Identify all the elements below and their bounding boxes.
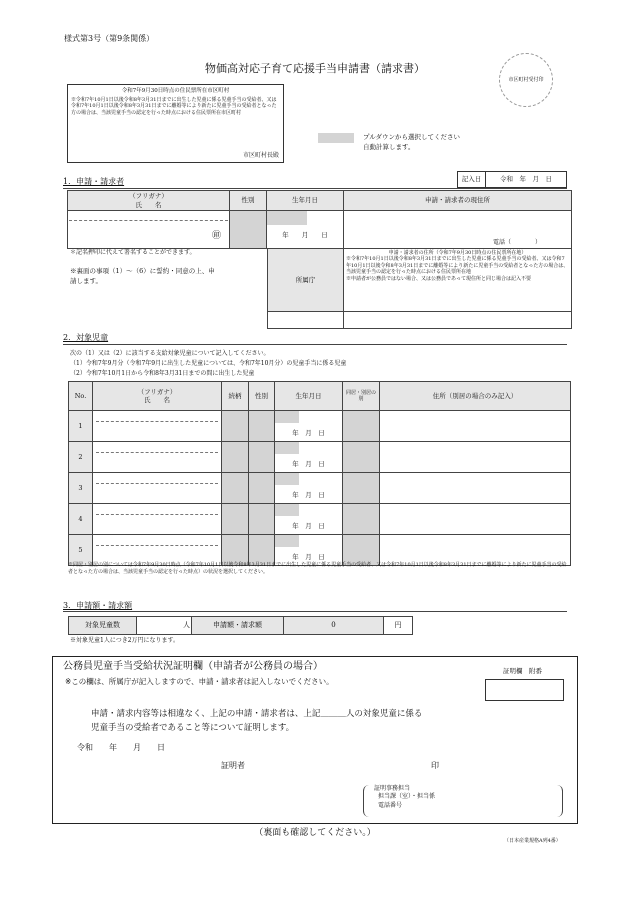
- section2-intro1: 次の（1）又は（2）に該当する支給対象児童について記入してください。: [70, 350, 270, 357]
- reception-stamp: 市区町村受付印: [499, 53, 553, 107]
- child-name-field[interactable]: [93, 473, 222, 504]
- child-count-field[interactable]: [137, 617, 192, 635]
- child-address-field[interactable]: [380, 411, 571, 442]
- section2-intro3: （2）令和7年10月1日から令和8年3月31日までの間に出生した児童: [70, 370, 255, 377]
- child-cohab-select[interactable]: [343, 535, 380, 566]
- child-cohab-select[interactable]: [343, 473, 380, 504]
- child-gender-select[interactable]: [249, 473, 275, 504]
- cert-title: 公務員児童手当受給状況証明欄（申請者が公務員の場合）: [63, 661, 323, 672]
- child-row: [69, 473, 571, 504]
- child-address-field[interactable]: [380, 535, 571, 566]
- child-row: [69, 535, 571, 566]
- section3-heading: 3．申請額・請求額: [63, 601, 133, 610]
- col-address: 住所（別居の場合のみ記入）: [380, 382, 571, 411]
- child-count-label: 対象児童数: [69, 617, 137, 635]
- section2-footnote: ※同居・別居の別については令和7年9月30日時点（令和7年10月1日以後令和8年3月31日までに出生した児童に係る児童手当の受給者、又は令和7年10月1日以後令和8年3月31日までに離婚等により新たに児童手当の受給者となった方の場合は、当該児童手当の認定を行った時点）の状況を選択してください。: [68, 562, 567, 575]
- applicant-name-header: [68, 191, 230, 211]
- cert-body1: 申請・請求内容等は相違なく、上記の申請・請求者は、上記＿＿＿人の対象児童に係る: [91, 709, 423, 719]
- child-row-no: 2: [69, 442, 93, 473]
- agency-label: 所属庁: [268, 249, 344, 312]
- col-no: No.: [69, 382, 93, 411]
- contact-line3: 電話番号: [378, 801, 403, 809]
- birth-header: 生年月日: [267, 191, 344, 211]
- child-birth-field[interactable]: [275, 473, 343, 504]
- col-name-label: 氏 名: [144, 396, 170, 404]
- child-name-field[interactable]: [93, 442, 222, 473]
- residence-line: 令和7年9月30日時点の住民票所在市区町村: [121, 88, 230, 94]
- gender-header: 性別: [230, 191, 267, 211]
- applicant-table: [67, 190, 572, 249]
- child-count-unit: 人: [183, 621, 190, 630]
- applicant-gender-select[interactable]: [230, 211, 267, 249]
- child-name-field[interactable]: [93, 504, 222, 535]
- child-birth-ymd: 年 月 日: [292, 429, 325, 437]
- form-number: 様式第3号（第9条関係）: [64, 34, 155, 43]
- child-birth-field[interactable]: [275, 411, 343, 442]
- child-row: [69, 504, 571, 535]
- residence-note-cell: [344, 249, 572, 312]
- child-address-field[interactable]: [380, 504, 571, 535]
- child-name-field[interactable]: [93, 535, 222, 566]
- child-gender-select[interactable]: [249, 411, 275, 442]
- child-relation-select[interactable]: [222, 504, 249, 535]
- child-row-no: 5: [69, 535, 93, 566]
- child-row-no: 4: [69, 504, 93, 535]
- amount-table: [68, 616, 413, 635]
- section2-heading: 2．対象児童: [63, 333, 109, 342]
- child-cohab-select[interactable]: [343, 442, 380, 473]
- certifier-label: 証明者: [221, 761, 245, 770]
- col-relation: 続柄: [222, 382, 249, 411]
- child-birth-ymd: 年 月 日: [292, 553, 325, 561]
- oath-text: ※裏面の事項（1）～（6）に誓約・同意の上、申請します。: [70, 267, 215, 285]
- entry-date-value[interactable]: 令和 年 月 日: [500, 175, 552, 184]
- certification-box: [52, 656, 578, 824]
- child-row-no: 3: [69, 473, 93, 504]
- entry-date: [457, 171, 567, 188]
- mayor-label: 市区町村長殿: [242, 151, 279, 159]
- agency-field[interactable]: [268, 312, 344, 329]
- name-label: 氏 名: [135, 200, 162, 209]
- phone-label: 電話（ ）: [492, 238, 541, 246]
- cert-body2: 児童手当の受給者であること等について証明します。: [91, 723, 295, 733]
- child-address-field[interactable]: [380, 442, 571, 473]
- child-row: [69, 411, 571, 442]
- seal-mark: ㊞: [211, 230, 221, 241]
- amount-note: ※対象児童1人につき2万円になります。: [70, 637, 180, 644]
- col-gender: 性別: [249, 382, 275, 411]
- child-birth-field[interactable]: [275, 504, 343, 535]
- seal-note: ＊記名押印に代えて署名することができます。: [70, 249, 196, 256]
- children-table: [68, 381, 571, 566]
- child-birth-ymd: 年 月 日: [292, 522, 325, 530]
- cert-seal-label: 印: [431, 761, 439, 770]
- resnote-body: ※令和7年10月1日以後令和8年3月31日までに出生した児童に係る児童手当の受給者、又は令和7年10月1日以後令和8年3月31日までに離婚等により新たに児童手当の受給者となった方の場合は、当該児童手当の認定を行った時点における住民票所在地: [346, 256, 569, 276]
- section2-intro2: （1）令和7年9月分（令和7年9月に出生した児童については、令和7年10月分）の児童手当に係る児童: [70, 360, 347, 367]
- applicant-birth-field[interactable]: [267, 211, 344, 249]
- dropdown-legend-swatch: [318, 133, 354, 143]
- jis-note: （日本産業規格A列4番）: [504, 838, 561, 844]
- cert-sub: ※この欄は、所属庁が記入しますので、申請・請求者は記入しないでください。: [65, 677, 334, 686]
- applicant-name-field[interactable]: [68, 211, 230, 249]
- col-cohab: 同居・別居の別: [343, 382, 380, 411]
- col-furigana: （フリガナ）: [137, 387, 177, 396]
- child-relation-select[interactable]: [222, 411, 249, 442]
- contact-bracket: [363, 785, 563, 817]
- agency-table: [267, 248, 572, 329]
- residence-note: ※令和7年10月1日以後令和8年3月31日までに出生した児童に係る児童手当の受給者、又は令和7年10月1日以後令和8年3月31日までに離婚等により新たに児童手当の受給者となった方の場合は、当該児童手当の認定を行った時点における住民票所在市区町村: [71, 96, 277, 116]
- cert-date[interactable]: 令和 年 月 日: [77, 743, 165, 752]
- child-relation-select[interactable]: [222, 535, 249, 566]
- child-relation-select[interactable]: [222, 473, 249, 504]
- child-row-no: 1: [69, 411, 93, 442]
- col-name: [93, 382, 222, 411]
- col-birth: 生年月日: [275, 382, 343, 411]
- residence-field[interactable]: [344, 312, 572, 329]
- child-cohab-select[interactable]: [343, 504, 380, 535]
- child-gender-select[interactable]: [249, 504, 275, 535]
- child-gender-select[interactable]: [249, 442, 275, 473]
- contact-line2: 担当課（室）・担当係: [378, 793, 436, 801]
- section1-heading: 1．申請・請求者: [63, 177, 125, 186]
- child-birth-field[interactable]: [275, 535, 343, 566]
- child-birth-ymd: 年 月 日: [292, 491, 325, 499]
- contact-line1: 証明事務担当: [374, 785, 411, 792]
- amount-value: 0: [284, 617, 384, 635]
- auto-calc-legend-text: 自動計算します。: [363, 143, 415, 151]
- child-birth-field[interactable]: [275, 442, 343, 473]
- serial-field[interactable]: [485, 679, 564, 701]
- child-row: [69, 442, 571, 473]
- amount-label: 申請額・請求額: [192, 617, 284, 635]
- amount-unit: 円: [384, 617, 413, 635]
- child-name-field[interactable]: [93, 411, 222, 442]
- child-relation-select[interactable]: [222, 442, 249, 473]
- child-address-field[interactable]: [380, 473, 571, 504]
- applicant-birth-ymd: 年 月 日: [282, 231, 328, 239]
- applicant-address-field[interactable]: [344, 211, 572, 249]
- residence-box: [67, 84, 284, 163]
- child-cohab-select[interactable]: [343, 411, 380, 442]
- footer-note: （裏面も確認してください。）: [254, 828, 376, 838]
- serial-label: 証明欄 附番: [503, 667, 542, 675]
- resnote-title: 申請・請求者の住所（令和7年9月30日時点の住民票所在地）: [388, 250, 527, 256]
- child-gender-select[interactable]: [249, 535, 275, 566]
- child-birth-ymd: 年 月 日: [292, 460, 325, 468]
- furigana-label: （フリガナ）: [129, 192, 168, 201]
- dropdown-legend-text: プルダウンから選択してください: [363, 133, 460, 141]
- entry-date-label: 記入日: [458, 172, 486, 187]
- resnote-public: ※申請者が公務員ではない場合、又は公務員であって現住所と同じ場合は記入不要: [346, 275, 531, 282]
- address-header: 申請・請求者の現住所: [344, 191, 572, 211]
- page-title: 物価高対応子育て応援手当申請書（請求書）: [205, 62, 425, 75]
